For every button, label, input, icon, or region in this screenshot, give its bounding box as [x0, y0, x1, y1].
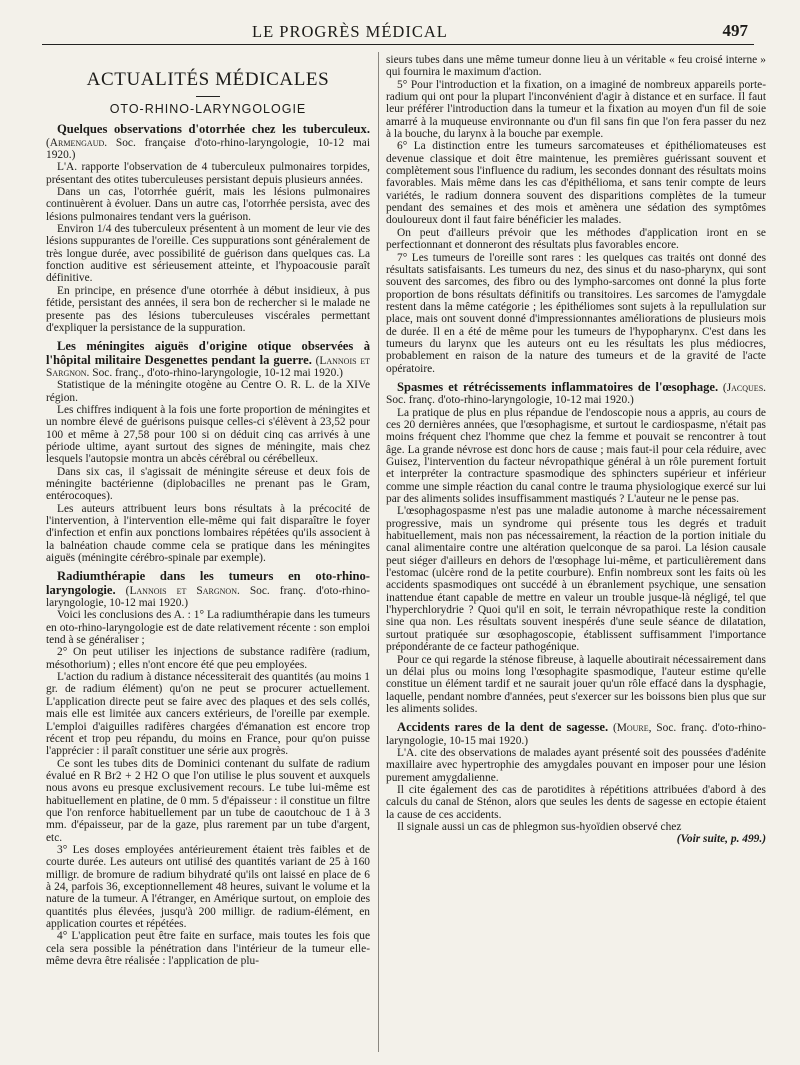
paragraph: Pour ce qui regarde la sténose fibreuse, à laquelle aboutirait nécessairement dans un délai plus ou moins long l'œsophagite spasmodique, l'auteur estime qu'elle constitue un élément tardif et ne saurait jouer qu'un rôle effacé dans la dysphagie, laquelle, pendant nombre d'années, peut s'exercer sur les boissons bien plus que sur les aliments solides.	[386, 653, 766, 715]
paragraph: L'A. rapporte l'observation de 4 tuberculeux pulmonaires torpides, présentant des otites tuberculeuses persistant depuis plusieurs années.	[46, 161, 370, 186]
header-rule	[42, 44, 754, 45]
paragraph: 5° Pour l'introduction et la fixation, on a imaginé de nombreux appareils porte-radium qui ont pour la plupart l'inconvénient d'agir à distance et en surface. Il faut leur préférer l'introduction dans la tumeur et la fixation au moyen d'un fil de soie amarré à la muqueuse environnante ou d'un fil sans fin que l'on fera passer du nez à la bouche, du larynx à la bouche par exemple.	[386, 78, 766, 141]
right-column	[386, 54, 766, 846]
article-source: (Moure, Soc. franç. d'oto-rhino-laryngologie, 10-15 mai 1920.)	[386, 722, 766, 747]
section-divider	[196, 96, 220, 97]
paragraph: 6° La distinction entre les tumeurs sarcomateuses et épithéliomateuses est devenue classique et doit être maintenue, les premières guérissant souvent et complètement sous l'influence du radium, les secondes donnant des résultats moins favorables. Mais même dans les cas d'épithélioma, et sans tenir compte de leurs variétés, le radium donnera souvent des disparitions complètes de la tumeur pendant des semaines et des mois et amènera une sédation des symptômes douloureux dont il faut faire bénéficier les malades.	[386, 140, 766, 227]
article-heading	[386, 381, 766, 407]
paragraph: En principe, en présence d'une otorrhée à début insidieux, à pus fétide, persistant des années, il sera bon de rechercher si le malade ne presente pas des lésions tuberculeuses viscérales permettant d'expliquer la persistance de la suppuration.	[46, 284, 370, 334]
article-oesophage	[386, 381, 766, 715]
paragraph: Il signale aussi un cas de phlegmon sus-hyoïdien observé chez	[397, 820, 682, 833]
paragraph: Les chiffres indiquent à la fois une forte proportion de méningites et un nombre élevé de guérisons puisque celles-ci s'élèvent à 23,52 pour 100 et même à 27,58 pour 100 si on déduit cinq cas arrivés à une période ultime, ayant surtout des signes de méningite, mais chez lesquels l'autopsie montra un abcès cérébral ou cérébelleux.	[46, 403, 370, 466]
article-title: Accidents rares de la dent de sagesse.	[397, 720, 609, 735]
article-heading	[46, 340, 370, 379]
article-radiumtherapie	[46, 570, 370, 967]
journal-title: LE PROGRÈS MÉDICAL	[252, 22, 448, 41]
section-subtitle: OTO-RHINO-LARYNGOLOGIE	[109, 102, 307, 116]
article-title: Les méningites aiguës d'origine otique observées à l'hôpital militaire Desgenettes pendant la guerre.	[46, 339, 370, 367]
paragraph: Voici les conclusions des A. : 1° La radiumthérapie dans les tumeurs en oto-rhino-laryngologie est de date relativement récente : son emploi tend à se généraliser ;	[46, 609, 370, 647]
article-otorrhee	[46, 123, 370, 334]
paragraph: 3° Les doses employées antérieurement étaient très faibles et de courte durée. Les auteurs ont utilisé des quantités variant de 25 à 160 milligr. de bromure de radium bihydraté qu'ils ont laissé en place de 6 à 24, parfois 36, exceptionnellement 48 heures, suivant le volume et la nature de la tumeur. A l'étranger, en Amérique surtout, on emploie des quantités plus élevées, jusqu'à 200 milligr. de radium-élément, en application courtes et répétées.	[46, 843, 370, 930]
paragraph: La pratique de plus en plus répandue de l'endoscopie nous a appris, au cours de ces 20 dernières années, que l'œsophagisme, et surtout le cardiospasme, n'était pas moins fréquent chez l'homme que chez la femme et pouvait se rencontrer à tout âge. La grande névrose est donc hors de cause ; mais faut-il pour cela réduire, avec Guisez, l'intervention du facteur névropathique général à un rôle purement fortuit et interpréter la contracture spasmodique des sphincters supérieur et inférieur comme une simple réaction du canal contre le trauma physiologique exercé sur lui par des aliments solides insuffisamment mastiqués ? L'auteur ne le pense pas.	[386, 406, 766, 506]
paragraph: 7° Les tumeurs de l'oreille sont rares : les quelques cas traités ont donné des résultats satisfaisants. Les tumeurs du nez, des sinus et du naso-pharynx, qui sont souvent des sarcomes, des fibro ou des lympho-sarcomes ont donné la plus forte proportion de bons résultats définitifs ou transitoires. Les sarcomes de l'amygdale restent dans la même catégorie ; les épithéliomes sont sujets à la repullulation sur place, mais ont souvent donné d'impressionnantes améliorations de plusieurs mois de durée. Il en a été de même pour les tumeurs de l'hypopharynx. C'est dans les tumeurs du larynx que les auteurs ont eu les résultats les plus médiocres, probablement en raison de la nature des tumeurs et de la gravité de l'acte opératoire.	[386, 251, 766, 375]
paragraph: sieurs tubes dans une même tumeur donne lieu à un véritable « feu croisé interne » qui fournira le maximum d'action.	[386, 54, 766, 79]
paragraph: 4° L'application peut être faite en surface, mais toutes les fois que cela sera possible la pénétration dans l'intérieur de la tumeur elle-même devra être réalisée : l'application de plu-	[46, 930, 370, 968]
article-source: (Jacques. Soc. franç. d'oto-rhino-laryngologie, 10-12 mai 1920.)	[386, 381, 766, 407]
paragraph: On peut d'ailleurs prévoir que les méthodes d'application iront en se perfectionnant et donneront des résultats plus favorables encore.	[386, 226, 766, 252]
article-source: (Lannois et Sargnon. Soc. franç. d'oto-rhino-laryngologie, 10-12 mai 1920.)	[46, 584, 370, 610]
paragraph: Environ 1/4 des tuberculeux présentent à un moment de leur vie des lésions suppurantes de l'oreille. Ces suppurations sont généralement de très longue durée, avec possibilité de guérison dans quelques cas. La fonction auditive est sérieusement atteinte, et l'hypoacousie paraît définitive.	[46, 223, 370, 285]
article-heading	[46, 570, 370, 609]
article-dent-de-sagesse	[386, 721, 766, 845]
column-divider	[378, 52, 379, 1052]
running-header	[0, 16, 800, 42]
paragraph: 2° On peut utiliser les injections de substance radifère (radium, mésothorium) ; elles n'ont encore été que peu employées.	[46, 646, 370, 671]
article-meningites	[46, 340, 370, 564]
paragraph: Les auteurs attribuent leurs bons résultats à la précocité de l'intervention, à l'intervention elle-même qui fait disparaître le foyer d'infection et enfin aux ponctions lombaires répétées qu'ils associent à la balnéation chaude comme cela se pratique dans les méningites aiguës (méningite cérébro-spinale par exemple).	[46, 502, 370, 565]
paragraph: L'action du radium à distance nécessiterait des quantités (au moins 1 gr. de radium élément) qu'on ne peut se procurer actuellement. L'application directe peut se faire avec des plaques et des sels collés, mais elle est limitée aux cancers extérieurs, de l'oreille par exemple. L'emploi d'aiguilles radifères chargées d'émanation est encore trop récent et trop peu répandu, du moins en France, pour qu'on puisse l'apprécier : il paraît constituer une série aux progrès.	[46, 671, 370, 758]
continued-note: (Voir suite, p. 499.)	[676, 833, 766, 846]
paragraph: L'œsophagospasme n'est pas une maladie autonome à marche nécessairement progressive, mais un syndrome qui présente tous les degrés et traduit habituellement, mais non pas nécessairement, la réaction de la portion initiale du canal alimentaire contre une altération quelconque de sa paroi. La lésion causale peut siéger d'ailleurs en dehors de l'œsophage lui-même, et particulièrement dans l'estomac (ulcère rond de la petite courbure). Enfin nombreux sont les faits où les accidents spasmodiques ont succédé à un ébranlement psychique, une sensation inattendue étant capable de mettre en valeur un trouble jusque-là négligé, tel que l'hyperchlorydrie ? Quoi qu'il en soit, le terrain névropathique reste la condition sine qua non. Les résultats souvent inespérés d'une seule séance de dilatation, surtout pratiquée sur œsophagoscopie, établissent suffisamment l'importance prépondérante de ce facteur pathogénique.	[386, 505, 766, 654]
section-title: ACTUALITÉS MÉDICALES	[86, 69, 330, 90]
paragraph: Il cite également des cas de parotidites à répétitions attribuées d'abord à des calculs du canal de Sténon, alors que seules les dents de sagesse en ectopie étaient la cause de ces accidents.	[386, 783, 766, 821]
page-number: 497	[722, 21, 748, 40]
article-source: (Lannois et Sargnon. Soc. franç., d'oto-rhino-laryngologie, 10-12 mai 1920.)	[46, 354, 370, 379]
article-heading	[46, 123, 370, 161]
article-title: Radiumthérapie dans les tumeurs en oto-rhino-laryngologie.	[46, 569, 370, 597]
article-source: (Armengaud. Soc. française d'oto-rhino-laryngologie, 10-12 mai 1920.)	[46, 136, 370, 162]
left-column	[46, 54, 370, 967]
paragraph: Dans six cas, il s'agissait de méningite séreuse et deux fois de méningite bactérienne (diplobacilles ne prenant pas le Gram, entérocoques).	[46, 465, 370, 503]
paragraph: Ce sont les tubes dits de Dominici contenant du sulfate de radium évalué en R Br2 + 2 H2 O que l'on utilise le plus souvent et auxquels nous avons eu presque exclusivement recours. Le tube lui-même est habituellement en platine, de 0 mm. 5 d'épaisseur : il constitue un filtre que l'on renforce habituellement par un tube de caoutchouc de 1 à 3 mm. d'épaisseur, par de la gaze, plus rarement par un tube d'argent, etc.	[46, 757, 370, 844]
paragraph: L'A. cite des observations de malades ayant présenté soit des poussées d'adénite maxillaire avec hypertrophie des amygdales pouvant en imposer pour une lésion purement amygdalienne.	[386, 746, 766, 784]
article-title: Spasmes et rétrécissements inflammatoires de l'œsophage.	[397, 379, 719, 394]
article-heading	[386, 721, 766, 747]
article-radiumtherapie-continued	[386, 54, 766, 375]
paragraph: Statistique de la méningite otogène au Centre O. R. L. de la XIVe région.	[46, 379, 370, 404]
article-title: Quelques observations d'otorrhée chez les tuberculeux.	[57, 122, 370, 137]
paragraph: Dans un cas, l'otorrhée guérit, mais les lésions pulmonaires continuèrent à évoluer. Dans un autre cas, l'otorrhée persista, avec des lésions pulmonaires tendant vers la guérison.	[46, 186, 370, 223]
